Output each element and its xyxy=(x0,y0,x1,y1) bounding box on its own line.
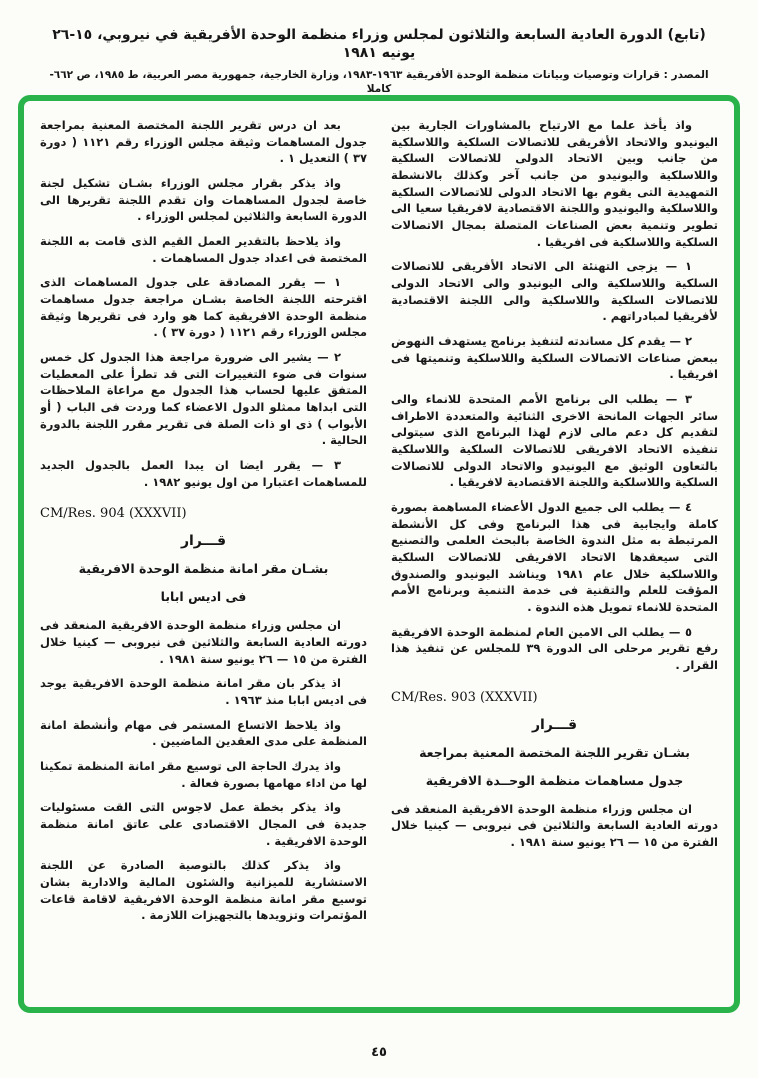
paragraph: بعد ان درس تقرير اللجنة المختصة المعنية بمراجعة جدول المساهمات وثيقة مجلس الوزراء رقم ١١٢١ ( دورة ٣٧ ) التعديل ١ . xyxy=(40,118,367,166)
paragraph: واذ يلاحظ بالتقدير العمل القيم الذى قامت به اللجنة المختصة فى اعداد جدول المساهمات . xyxy=(40,234,367,265)
paragraph: واذ يذكر بخطة عمل لاجوس التى القت مسئوليات جديدة فى المجال الاقتصادى على عاتق امانة منظمة الوحدة الافريقية . xyxy=(40,800,367,848)
document-source-line: المصدر : قرارات وتوصيات وبيانات منظمة الوحدة الأفريقية ١٩٦٣-١٩٨٣، وزارة الخارجية، جمهورية مصر العربية، ط ١٩٨٥، ص ٦٦٢-كاملا xyxy=(49,69,709,96)
paragraph: واذ يدرك الحاجة الى توسيع مقر امانة المنظمة تمكينا لها من اداء مهامها بصورة فعالة . xyxy=(40,758,367,790)
resolution-reference: CM/Res. 903 (XXXVII) xyxy=(391,689,538,705)
decree-heading: قـــرار xyxy=(531,716,578,733)
numbered-clause: ٤ — يطلب الى جميع الدول الأعضاء المساهمة بصورة كاملة وايجابية فى هذا البرنامج وفى كل الأنشطة المرتبطة به مثل الندوة الخاصة بالبحث العلمى والتصنيع التى سيعقدها الاتحاد الافريقى للاتصالات السلكية واللاسلكية خلال عام ١٩٨١ ويناشد اليونيدو والصندوق المؤقت للعلم والتقنية فى خدمة التنمية وبرنامج الأمم المتحدة للانماء تمويل هذه الندوة . xyxy=(391,500,718,615)
numbered-clause: ١ — يزجى التهنئة الى الاتحاد الأفريقى للاتصالات السلكية واللاسلكية والى اليونيدو والى الاتحاد الدولى للاتصالات السلكية واللاسلكية والى اللجنة الاقتصادية لأفريقيا لمبادراتهم . xyxy=(391,259,718,324)
decree-heading: قـــرار xyxy=(180,533,227,550)
paragraph: اذ يذكر بان مقر امانة منظمة الوحدة الافريقية يوجد فى اديس ابابا منذ ١٩٦٣ . xyxy=(40,676,367,707)
numbered-clause: ٢ — يقدم كل مساندته لتنفيذ برنامج يستهدف النهوض ببعض صناعات الاتصالات السلكية واللاسلكية وتنميتها فى افريقيا . xyxy=(391,334,718,382)
numbered-clause: ٥ — يطلب الى الامين العام لمنظمة الوحدة الافريقية رفع تقرير مرحلى الى الدورة ٣٩ للمجلس عن تنفيذ هذا القرار . xyxy=(391,624,718,673)
page-number: ٤٥ xyxy=(371,1045,387,1060)
numbered-clause: ٣ — يطلب الى برنامج الأمم المتحدة للانماء والى سائر الجهات المانحة الاخرى الثنائية والمتعددة الاطراف لتقديم كل دعم مالى لازم لهذا البرنامج الذى سيتولى تنفيذه الاتحاد الافريقى للاتصالات السلكية واللاسلكية بالتعاون الوثيق مع اليونيدو والاتحاد الدولى للاتصالات السلكية واللاسلكية واللجنة الاقتصادية لافريقيا . xyxy=(391,392,718,490)
two-column-layout xyxy=(40,117,718,997)
numbered-clause: ٢ — يشير الى ضرورة مراجعة هذا الجدول كل خمس سنوات فى ضوء التغييرات التى قد تطرأ على المعطيات المتفق عليها لحساب هذا الجدول مع مراعاة الملاحظات التى ابداها ممثلو الدول الاعضاء كما وردت فى الباب ( أو الأبواب ) ذى او ذات الصلة فى تقرير مقرر اللجنة بالدورة الحالية . xyxy=(40,350,367,448)
right-column xyxy=(391,117,718,997)
document-header xyxy=(0,0,758,97)
paragraph: واذ يأخذ علما مع الارتياح بالمشاورات الجارية بين اليونيدو والاتحاد الأفريقى للاتصالات السلكية واللاسلكية من جانب وبين الاتحاد الدولى للاتصالات السلكية واللاسلكية واليونيدو من جانب آخر وكذلك بالانشطة التمهيدية التى يقوم بها الاتحاد الدولى للاتصالات السلكية واللاسلكية واليونيدو واللجنة الاقتصادية لافريقيا سعيا الى تطوير وتنمية بعض الصناعات المتصلة بمجال الاتصالات السلكية واللاسلكية فى افريقيا . xyxy=(391,118,718,249)
decree-subtitle-line: بشـان تقرير اللجنة المختصة المعنية بمراجعة xyxy=(419,744,690,760)
numbered-clause: ١ — يقرر المصادقة على جدول المساهمات الذى اقترحته اللجنة الخاصة بشـان مراجعة جدول مساهمات منظمة الوحدة الافريقية كما هو وارد فى تقريرها وثيقة مجلس الوزراء رقم ١١٢١ ( دورة ٣٧ ) . xyxy=(40,275,367,340)
paragraph: واذ يذكر كذلك بالتوصية الصادرة عن اللجنة الاستشارية للميزانية والشئون المالية والادارية بشان توسيع مقر امانة منظمة الوحدة الافريقية لاقامة قاعات المؤتمرات وتزويدها بالتجهيزات اللازمة . xyxy=(40,858,367,923)
paragraph: ان مجلس وزراء منظمة الوحدة الافريقية المنعقد فى دورته العادية السابعة والثلاثين فى نيروبى — كينيا خلال الفترة من ١٥ — ٢٦ يونيو سنة ١٩٨١ . xyxy=(391,801,718,849)
green-border-frame xyxy=(18,95,740,1013)
decree-subtitle-line: جدول مساهمات منظمة الوحــدة الافريقية xyxy=(425,772,684,788)
left-column xyxy=(40,117,367,997)
document-title: (تابع) الدورة العادية السابعة والثلاثون لمجلس وزراء منظمة الوحدة الأفريقية في نيروبي، ١٥-٢٦ يونيه ١٩٨١ xyxy=(52,27,706,62)
resolution-reference: CM/Res. 904 (XXXVII) xyxy=(40,506,187,522)
paragraph: واذ يلاحظ الاتساع المستمر فى مهام وأنشطة امانة المنظمة على مدى العقدين الماضيين . xyxy=(40,717,367,749)
numbered-clause: ٣ — يقرر ايضا ان يبدا العمل بالجدول الجديد للمساهمات اعتبارا من اول يونيو ١٩٨٢ . xyxy=(40,458,367,489)
decree-subtitle-line: فى اديس ابابا xyxy=(160,589,247,605)
decree-subtitle-line: بشـان مقر امانة منظمة الوحدة الافريقية xyxy=(78,561,329,577)
paragraph: واذ يذكر بقرار مجلس الوزراء بشـان تشكيل لجنة خاصة لجدول المساهمات وان تقدم اللجنة تقريرها الى الدورة السابعة والثلاثين لمجلس الوزراء . xyxy=(40,176,367,224)
paragraph: ان مجلس وزراء منظمة الوحدة الافريقية المنعقد فى دورته العادية السابعة والثلاثين فى نيروبى — كينيا خلال الفترة من ١٥ — ٢٦ يونيو سنة ١٩٨١ . xyxy=(40,618,367,666)
